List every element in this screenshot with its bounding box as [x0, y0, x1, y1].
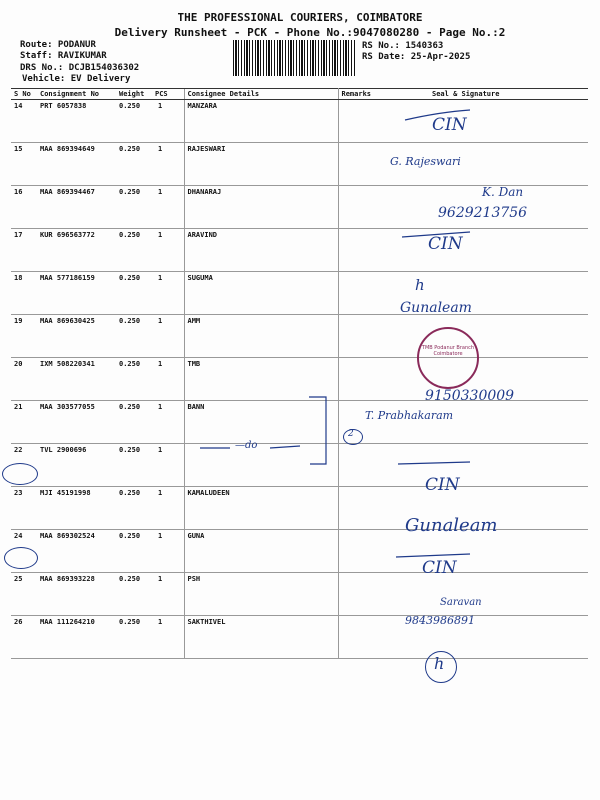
- table-row: [11, 530, 588, 573]
- consignee-cell: [184, 444, 338, 487]
- route-label: Route: PODANUR: [20, 40, 96, 50]
- weight-cell: 0.250: [116, 616, 152, 659]
- remarks-cell: [338, 616, 376, 659]
- sno-cell: 24: [11, 530, 37, 573]
- consignee-cell: KAMALUDEEN: [184, 487, 338, 530]
- signature-cell: [376, 315, 588, 358]
- sno-cell: 21: [11, 401, 37, 444]
- page-subtitle: Delivery Runsheet - PCK - Phone No.:9047080280 - Page No.:2: [114, 26, 506, 39]
- consignment-cell: MAA 111264210: [37, 616, 116, 659]
- col-header-weight: Weight: [116, 89, 152, 100]
- sig-rajeswari: G. Rajeswari: [390, 155, 461, 168]
- sig-sugumar: h: [415, 276, 425, 294]
- consignment-cell: MAA 869394649: [37, 143, 116, 186]
- circle-sno-23: [2, 463, 38, 485]
- col-header-sno: S No: [11, 89, 37, 100]
- weight-cell: 0.250: [116, 100, 152, 143]
- pcs-cell: 1: [152, 573, 184, 616]
- sig-cin-17: CIN: [428, 234, 463, 254]
- remarks-cell: [338, 444, 376, 487]
- pcs-cell: 1: [152, 186, 184, 229]
- col-header-consignment: Consignment No: [37, 89, 116, 100]
- consignee-cell: GUNA: [184, 530, 338, 573]
- pcs-cell: 1: [152, 487, 184, 530]
- sig-phone-26: 9843986891: [405, 614, 475, 627]
- weight-cell: 0.250: [116, 272, 152, 315]
- consignee-cell: RAJESWARI: [184, 143, 338, 186]
- sig-amm: Gunaleam: [400, 300, 472, 316]
- pcs-cell: 1: [152, 229, 184, 272]
- remarks-cell: [338, 487, 376, 530]
- page-title: THE PROFESSIONAL COURIERS, COIMBATORE: [177, 11, 423, 24]
- pcs-cell: 1: [152, 315, 184, 358]
- consignee-cell: BANN: [184, 401, 338, 444]
- table-row: [11, 573, 588, 616]
- table-row: [11, 315, 588, 358]
- consignment-cell: TVL 2900696: [37, 444, 116, 487]
- remarks-cell: [338, 530, 376, 573]
- sno-cell: 15: [11, 143, 37, 186]
- pcs-cell: 1: [152, 616, 184, 659]
- rs-number: RS No.: 1540363: [362, 41, 444, 51]
- weight-cell: 0.250: [116, 186, 152, 229]
- table-row: [11, 444, 588, 487]
- sno-cell: 22: [11, 444, 37, 487]
- circled-mark-text: 2: [348, 429, 354, 439]
- weight-cell: 0.250: [116, 315, 152, 358]
- sig-guna: Gunaleam: [405, 515, 498, 536]
- col-header-remarks: Remarks: [338, 89, 376, 100]
- remarks-cell: [338, 229, 376, 272]
- signature-cell: [376, 444, 588, 487]
- rs-date: RS Date: 25-Apr-2025: [362, 52, 471, 62]
- signature-cell: [376, 229, 588, 272]
- pcs-cell: 1: [152, 100, 184, 143]
- weight-cell: 0.250: [116, 401, 152, 444]
- consignment-cell: IXM 508220341: [37, 358, 116, 401]
- table-row: [11, 100, 588, 143]
- sig-sakthivel: Saravan: [440, 597, 482, 608]
- weight-cell: 0.250: [116, 573, 152, 616]
- weight-cell: 0.250: [116, 487, 152, 530]
- signature-cell: [376, 573, 588, 616]
- pcs-cell: 1: [152, 530, 184, 573]
- weight-cell: 0.250: [116, 444, 152, 487]
- remarks-cell: [338, 100, 376, 143]
- signature-cell: [376, 401, 588, 444]
- consignee-cell: AMM: [184, 315, 338, 358]
- col-header-consignee: Consignee Details: [184, 89, 338, 100]
- consignee-cell: ARAVIND: [184, 229, 338, 272]
- sno-cell: 16: [11, 186, 37, 229]
- circle-sno-25: [4, 547, 38, 569]
- consignment-cell: MAA 869394467: [37, 186, 116, 229]
- consignment-cell: MAA 869630425: [37, 315, 116, 358]
- staff-label: Staff: RAVIKUMAR: [20, 51, 107, 61]
- remarks-cell: [338, 573, 376, 616]
- sno-cell: 14: [11, 100, 37, 143]
- weight-cell: 0.250: [116, 143, 152, 186]
- weight-cell: 0.250: [116, 530, 152, 573]
- bank-stamp: TMB Podanur Branch Coimbatore: [417, 327, 479, 389]
- sig-phone-16: 9629213756: [438, 205, 528, 221]
- sig-cin-25: CIN: [422, 558, 457, 578]
- consignment-cell: PRT 6057838: [37, 100, 116, 143]
- weight-cell: 0.250: [116, 358, 152, 401]
- sno-cell: 19: [11, 315, 37, 358]
- col-header-pcs: PCS: [152, 89, 184, 100]
- consignment-cell: MAA 869302524: [37, 530, 116, 573]
- table-row: [11, 487, 588, 530]
- pcs-cell: 1: [152, 272, 184, 315]
- bracket-mark: —do: [235, 440, 258, 451]
- consignment-cell: MAA 577186159: [37, 272, 116, 315]
- signature-cell: [376, 100, 588, 143]
- remarks-cell: [338, 358, 376, 401]
- sno-cell: 20: [11, 358, 37, 401]
- consignee-cell: MANZARA: [184, 100, 338, 143]
- sno-cell: 26: [11, 616, 37, 659]
- weight-cell: 0.250: [116, 229, 152, 272]
- vehicle-label: Vehicle: EV Delivery: [22, 74, 131, 84]
- remarks-cell: [338, 272, 376, 315]
- sno-cell: 18: [11, 272, 37, 315]
- table-row: [11, 143, 588, 186]
- table-row: [11, 229, 588, 272]
- sno-cell: 25: [11, 573, 37, 616]
- table-header-row: [11, 89, 588, 100]
- remarks-cell: [338, 315, 376, 358]
- consignee-cell: PSH: [184, 573, 338, 616]
- consignment-cell: MAA 303577055: [37, 401, 116, 444]
- pcs-cell: 1: [152, 401, 184, 444]
- remarks-cell: [338, 186, 376, 229]
- pcs-cell: 1: [152, 143, 184, 186]
- consignment-cell: MAA 869393228: [37, 573, 116, 616]
- sno-cell: 23: [11, 487, 37, 530]
- consignee-cell: DHANARAJ: [184, 186, 338, 229]
- consignee-cell: SAKTHIVEL: [184, 616, 338, 659]
- table-row: [11, 616, 588, 659]
- sig-dhanaraj: K. Dan: [482, 185, 524, 199]
- consignee-cell: TMB: [184, 358, 338, 401]
- sno-cell: 17: [11, 229, 37, 272]
- col-header-signature: Seal & Signature: [376, 89, 588, 100]
- consignee-cell: SUGUMA: [184, 272, 338, 315]
- consignment-cell: KUR 696563772: [37, 229, 116, 272]
- sig-phone-21: 9150330009: [425, 388, 515, 404]
- table-row: [11, 272, 588, 315]
- drs-number: DRS No.: DCJB154036302: [20, 63, 140, 73]
- initial-mark: h: [434, 654, 445, 673]
- sig-cin-23: CIN: [425, 475, 460, 495]
- sig-cin-14: CIN: [432, 115, 467, 135]
- remarks-cell: [338, 143, 376, 186]
- table-row: [11, 401, 588, 444]
- consignment-cell: MJI 45191998: [37, 487, 116, 530]
- pcs-cell: 1: [152, 444, 184, 487]
- sig-prabhakaran: T. Prabhakaram: [365, 409, 454, 422]
- runsheet-table: [11, 88, 588, 659]
- barcode: [233, 40, 356, 76]
- pcs-cell: 1: [152, 358, 184, 401]
